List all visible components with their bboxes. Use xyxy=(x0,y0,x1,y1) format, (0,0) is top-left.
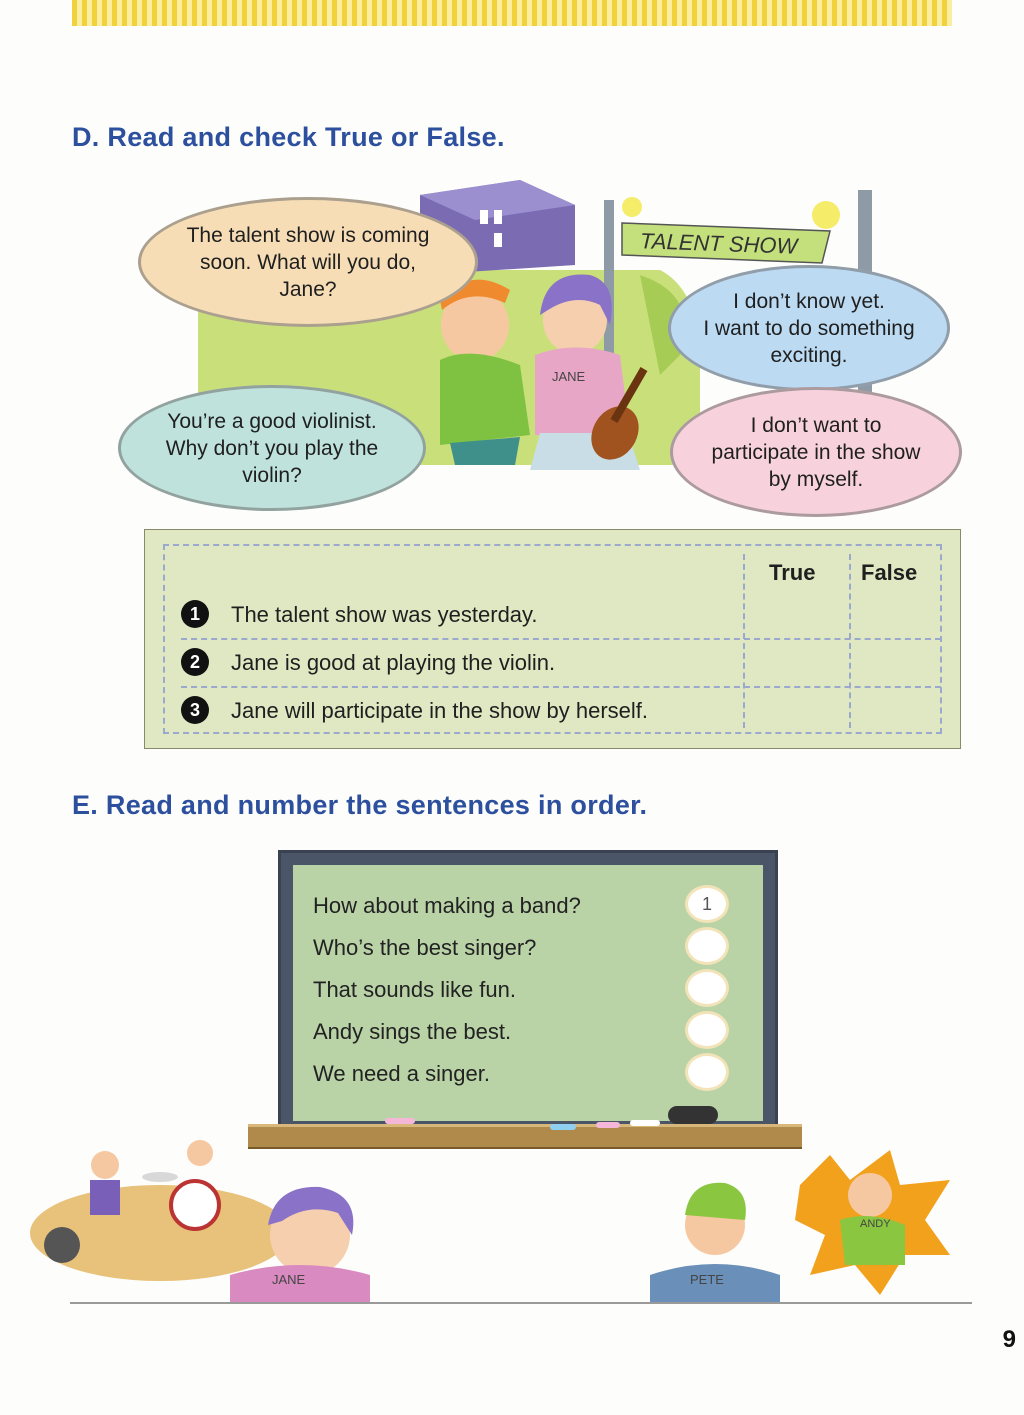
jane-name-tag: JANE xyxy=(552,369,586,384)
ground-line xyxy=(70,1302,972,1304)
sentence-text: Who’s the best singer? xyxy=(313,935,537,960)
false-checkbox[interactable] xyxy=(847,694,939,730)
lamp-light-left xyxy=(622,197,642,217)
list-item xyxy=(313,929,753,969)
chalkboard-surface xyxy=(293,865,763,1121)
chalk-piece xyxy=(385,1118,415,1124)
speech-bubble-boy-question: The talent show is coming soon. What will you do, Jane? xyxy=(138,197,478,327)
building-window xyxy=(494,210,502,224)
list-item xyxy=(313,887,753,927)
band-illustration xyxy=(0,1125,1024,1305)
banner-text: TALENT SHOW xyxy=(639,228,798,259)
pete-name-tag: PETE xyxy=(690,1272,724,1287)
bass-drum xyxy=(171,1181,219,1229)
list-item xyxy=(313,1013,753,1053)
page-number: 9 xyxy=(1002,1326,1016,1353)
sentence-text: How about making a band? xyxy=(313,893,581,918)
true-checkbox[interactable] xyxy=(745,598,837,634)
true-false-table xyxy=(145,530,960,748)
boy-shirt xyxy=(440,354,530,445)
statement-text: Jane is good at playing the violin. xyxy=(231,650,556,675)
cymbal xyxy=(142,1172,178,1182)
lamp-light-right xyxy=(812,201,840,229)
speaker xyxy=(44,1227,80,1263)
andy-name-tag: ANDY xyxy=(860,1218,891,1230)
building-window xyxy=(480,210,488,224)
speech-bubble-jane-answer: I don’t want to participate in the show by myself. xyxy=(670,387,962,517)
sentence-text: We need a singer. xyxy=(313,1061,490,1086)
pete-hair xyxy=(685,1183,746,1220)
scene-d-illustration xyxy=(0,175,1024,515)
guitarist-body xyxy=(90,1180,120,1215)
chalkboard xyxy=(278,850,778,1134)
speech-bubble-boy-suggestion: You’re a good violinist. Why don’t you play the violin? xyxy=(118,385,426,511)
order-number-input[interactable] xyxy=(685,1053,729,1091)
column-header-true: True xyxy=(769,560,816,585)
guitarist-face xyxy=(91,1151,119,1179)
drummer-face xyxy=(187,1140,213,1166)
jane-name-tag: JANE xyxy=(272,1272,306,1287)
table-row xyxy=(181,690,941,734)
order-number-input[interactable] xyxy=(685,1011,729,1049)
true-checkbox[interactable] xyxy=(745,694,837,730)
building-window xyxy=(494,233,502,247)
list-item xyxy=(313,1055,753,1095)
order-number-input[interactable] xyxy=(685,927,729,965)
item-number: 2 xyxy=(181,648,209,676)
item-number: 1 xyxy=(181,600,209,628)
false-checkbox[interactable] xyxy=(847,598,939,634)
order-number-input[interactable] xyxy=(685,969,729,1007)
eraser xyxy=(668,1106,718,1124)
item-number: 3 xyxy=(181,696,209,724)
top-stripe xyxy=(72,0,952,26)
table-row xyxy=(181,594,941,640)
true-checkbox[interactable] xyxy=(745,646,837,682)
table-row xyxy=(181,642,941,688)
statement-text: The talent show was yesterday. xyxy=(231,602,538,627)
sentence-text: That sounds like fun. xyxy=(313,977,517,1002)
speech-bubble-jane-reply: I don’t know yet. I want to do something exciting. xyxy=(668,265,950,391)
false-checkbox[interactable] xyxy=(847,646,939,682)
section-d-heading: D. Read and check True or False. xyxy=(72,122,505,152)
section-e-heading: E. Read and number the sentences in order. xyxy=(72,790,648,820)
order-number-input[interactable] xyxy=(685,885,729,923)
statement-text: Jane will participate in the show by herself. xyxy=(231,698,648,723)
list-item xyxy=(313,971,753,1011)
sentence-text: Andy sings the best. xyxy=(313,1019,512,1044)
column-header-false: False xyxy=(861,560,918,585)
andy-face xyxy=(848,1173,892,1217)
